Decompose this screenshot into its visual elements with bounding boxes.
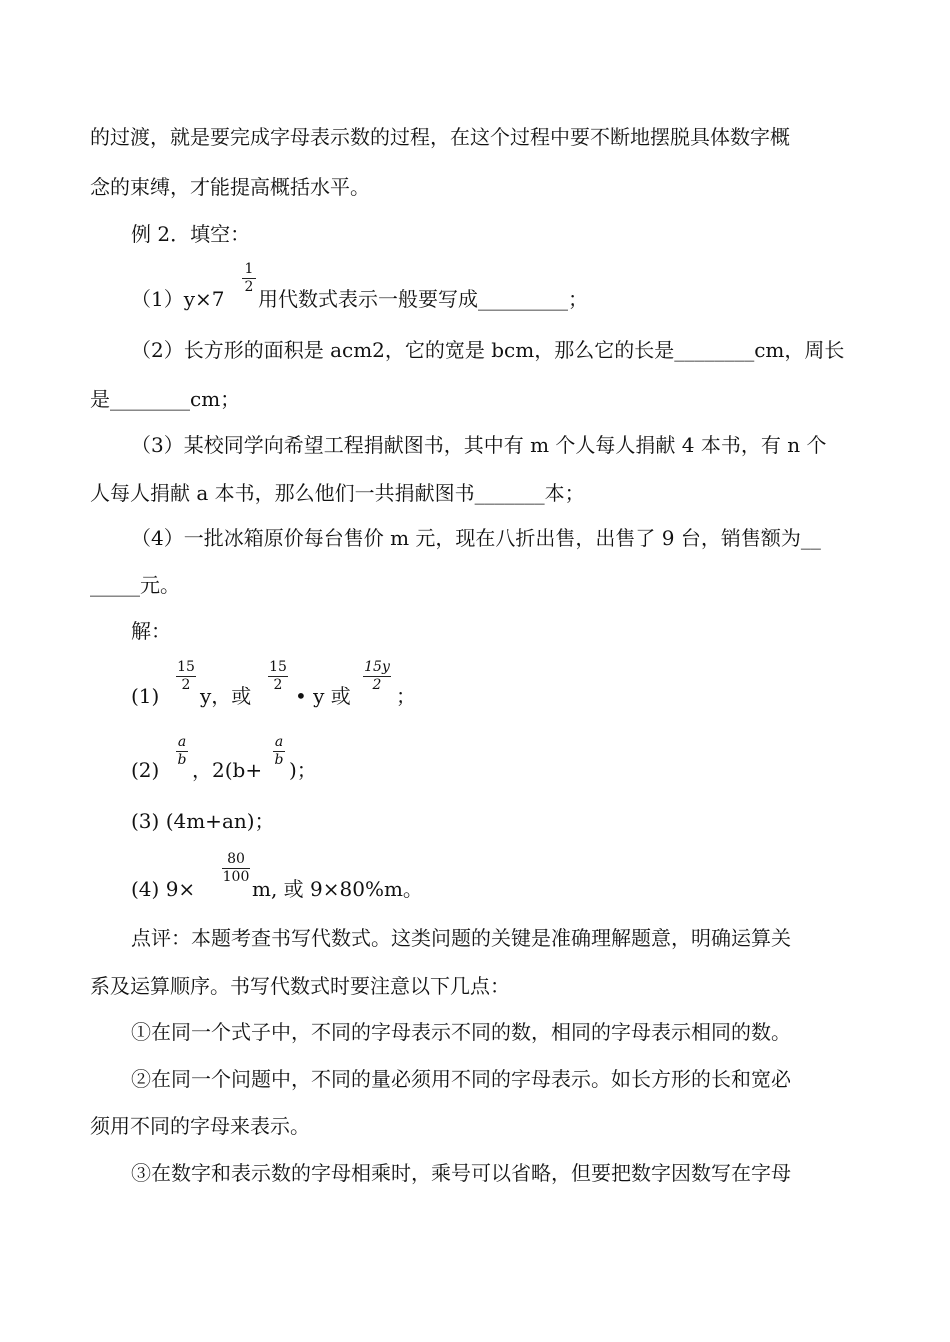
- fraction-q1: [242, 262, 256, 295]
- fraction-denominator: 2: [181, 677, 191, 693]
- fraction-numerator: 15: [177, 659, 195, 675]
- fraction-denominator: b: [177, 752, 187, 768]
- question-1-text: 用代数式表示一般要写成_________；: [258, 287, 588, 311]
- answer-1-label: (1): [131, 684, 160, 708]
- answer-1-text: ；: [396, 684, 416, 708]
- answer-2-label: (2): [131, 758, 160, 782]
- point-3: ③在数字和表示数的字母相乘时，乘号可以省略，但要把数字因数写在字母: [131, 1161, 791, 1185]
- point-2-line: 须用不同的字母来表示。: [90, 1114, 310, 1138]
- answer-2-text: )；: [289, 758, 317, 782]
- point-1: ①在同一个式子中，不同的字母表示不同的数，相同的字母表示相同的数。: [131, 1020, 791, 1044]
- question-4-line: （4）一批冰箱原价每台售价 m 元，现在八折出售，出售了 9 台，销售额为__: [131, 526, 821, 550]
- question-2-line: 是________cm；: [90, 387, 241, 411]
- question-3-line: （3）某校同学向希望工程捐献图书，其中有 m 个人每人捐献 4 本书，有 n 个: [131, 433, 827, 457]
- fraction-a1-3: [363, 660, 391, 693]
- fraction-numerator: 15: [269, 659, 287, 675]
- fraction-denominator: 2: [372, 677, 382, 693]
- answer-4-label: (4) 9×: [131, 877, 196, 901]
- fraction-a4: [222, 852, 250, 885]
- fraction-numerator: 1: [244, 261, 254, 277]
- answer-1-text: • y 或: [295, 684, 351, 708]
- fraction-denominator: 2: [244, 279, 254, 295]
- answer-1-text: y，或: [200, 684, 252, 708]
- answer-4-text: m, 或 9×80%m。: [252, 877, 423, 901]
- paragraph-line: 的过渡，就是要完成字母表示数的过程，在这个过程中要不断地摆脱具体数字概: [90, 125, 790, 149]
- answer-2-text: ，2(b+: [192, 758, 263, 782]
- question-1-prefix: （1）y×7: [131, 287, 225, 311]
- question-2-line: （2）长方形的面积是 acm2，它的宽是 bcm，那么它的长是________cm，周长: [131, 338, 845, 362]
- fraction-denominator: 2: [273, 677, 283, 693]
- fraction-numerator: 15y: [364, 659, 390, 675]
- fraction-numerator: a: [177, 734, 187, 750]
- review-line: 系及运算顺序。书写代数式时要注意以下几点：: [90, 974, 510, 998]
- fraction-a2-2: [273, 735, 285, 768]
- fraction-a1-2: [268, 660, 288, 693]
- question-3-line: 人每人捐献 a 本书，那么他们一共捐献图书_______本；: [90, 481, 585, 505]
- fraction-numerator: 80: [227, 851, 245, 867]
- fraction-denominator: b: [274, 752, 284, 768]
- example-heading: 例 2．填空：: [131, 222, 251, 246]
- point-2-line: ②在同一个问题中，不同的量必须用不同的字母表示。如长方形的长和宽必: [131, 1067, 791, 1091]
- paragraph-line: 念的束缚，才能提高概括水平。: [90, 175, 370, 199]
- answer-3: (3) (4m+an)；: [131, 809, 275, 833]
- fraction-a1-1: [176, 660, 196, 693]
- fraction-numerator: a: [274, 734, 284, 750]
- question-4-line: _____元。: [90, 573, 180, 597]
- fraction-denominator: 100: [222, 869, 250, 885]
- solution-heading: 解：: [131, 619, 171, 643]
- fraction-a2-1: [176, 735, 188, 768]
- review-line: 点评：本题考查书写代数式。这类问题的关键是准确理解题意，明确运算关: [131, 926, 791, 950]
